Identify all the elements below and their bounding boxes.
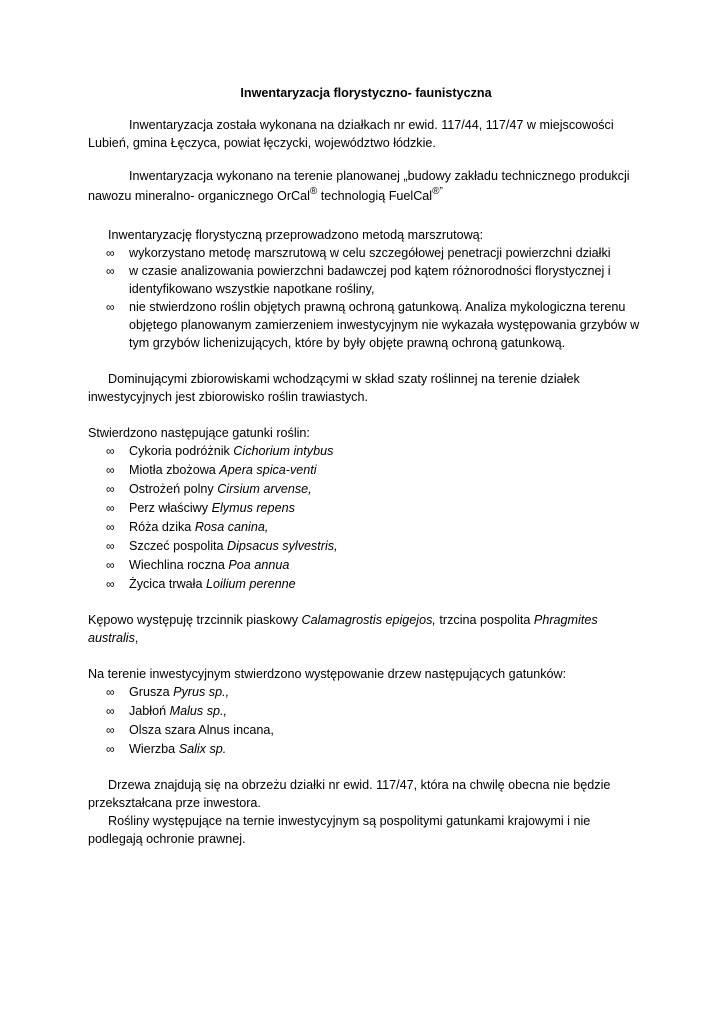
- infinity-bullet-icon: ∞: [106, 246, 115, 260]
- trees-heading: Na terenie inwestycyjnym stwierdzono występowanie drzew następujących gatunków:: [88, 667, 567, 681]
- infinity-bullet-icon: ∞: [106, 577, 115, 591]
- list-item: [88, 480, 644, 498]
- list-item: [88, 262, 644, 298]
- list-item: [88, 244, 644, 262]
- plant-latin-name: Elymus repens: [211, 501, 295, 515]
- plant-common-name: Życica trwała: [129, 577, 206, 591]
- plant-latin-name: Loilium perenne: [205, 577, 296, 591]
- reed-latin-d: Phragmites australis: [88, 613, 598, 645]
- list-item: [88, 518, 644, 536]
- plant-common-name: Róża dzika: [129, 520, 195, 534]
- plant-common-name: Ostrożeń polny: [129, 482, 218, 496]
- reed-text-e: ,: [134, 631, 139, 645]
- plant-common-name: Perz właściwy: [129, 501, 212, 515]
- reed-latin-a: Calamagrostis epigejos,: [301, 613, 436, 627]
- tree-latin-name: Malus sp.,: [169, 704, 228, 718]
- infinity-bullet-icon: ∞: [106, 264, 115, 278]
- infinity-bullet-icon: ∞: [106, 444, 115, 458]
- list-item: [88, 537, 644, 555]
- reed-paragraph: [88, 611, 644, 647]
- document-page: [88, 84, 644, 848]
- protection-paragraph: Rośliny występujące na ternie inwestycyjnym są pospolitymi gatunkami krajowymi i nie podlegają ochronie prawnej.: [88, 814, 591, 846]
- reed-text-c: trzcina pospolita: [435, 613, 534, 627]
- list-item: [88, 721, 644, 739]
- infinity-bullet-icon: ∞: [106, 482, 115, 496]
- plant-latin-name: Rosa canina,: [194, 520, 269, 534]
- list-item: [88, 683, 644, 701]
- investment-text-a: Inwentaryzacja wykonano na terenie planowanej „budowy zakładu technicznego produkcji nawozu mineralno- organicznego OrCal: [88, 169, 630, 203]
- trees-location-paragraph: Drzewa znajdują się na obrzeżu działki nr ewid. 117/47, która na chwilę obecna nie będzie przekształcana prze inwestora.: [88, 778, 611, 810]
- document-title: Inwentaryzacja florystyczno- faunistyczna: [240, 86, 492, 100]
- infinity-bullet-icon: ∞: [106, 723, 115, 737]
- plants-heading: Stwierdzono następujące gatunki roślin:: [88, 426, 310, 440]
- plant-latin-name: Cichorium intybus: [233, 444, 334, 458]
- list-item: [88, 702, 644, 720]
- tree-common-name: Wierzba: [129, 742, 179, 756]
- method-intro: Inwentaryzację florystyczną przeprowadzono metodą marszrutową:: [108, 228, 484, 242]
- list-item: [88, 575, 644, 593]
- plant-latin-name: Cirsium arvense,: [217, 482, 312, 496]
- tree-common-name: Grusza: [129, 685, 174, 699]
- reed-text-a: Kępowo występuję trzcinnik piaskowy: [88, 613, 302, 627]
- infinity-bullet-icon: ∞: [106, 685, 115, 699]
- vegetation-paragraph: Dominującymi zbiorowiskami wchodzącymi w skład szaty roślinnej na terenie działek inwestycyjnych jest zbiorowisko roślin trawiastych.: [88, 372, 580, 404]
- plant-latin-name: Dipsacus sylvestris,: [227, 539, 338, 553]
- list-item: [88, 298, 644, 352]
- list-item: [88, 442, 644, 460]
- trees-list: [88, 683, 644, 758]
- plant-common-name: Wiechlina roczna: [129, 558, 229, 572]
- plant-common-name: Miotła zbożowa: [129, 463, 220, 477]
- list-item-text: w czasie analizowania powierzchni badawczej pod kątem różnorodności florystycznej i identyfikowano wszystkie napotkane rośliny,: [129, 264, 611, 296]
- plants-list: [88, 442, 644, 593]
- plant-common-name: Cykoria podróżnik: [129, 444, 234, 458]
- investment-paragraph: [88, 166, 644, 206]
- plant-common-name: Szczeć pospolita: [129, 539, 228, 553]
- list-item-text: nie stwierdzono roślin objętych prawną ochroną gatunkową. Analiza mykologiczna terenu objętego planowanym zamierzeniem inwestycyjnym nie wykazała występowania grzybów w tym grzybów lichenizujących, które by były objęte prawną ochroną gatunkową.: [129, 300, 640, 350]
- infinity-bullet-icon: ∞: [106, 520, 115, 534]
- registered-mark-fuelcal: ®: [432, 186, 440, 197]
- tree-common-name: Jabłoń: [129, 704, 170, 718]
- list-item: [88, 461, 644, 479]
- infinity-bullet-icon: ∞: [106, 463, 115, 477]
- plant-latin-name: Apera spica-venti: [219, 463, 317, 477]
- list-item: [88, 556, 644, 574]
- infinity-bullet-icon: ∞: [106, 300, 115, 314]
- registered-mark-orcal: ®: [309, 186, 318, 197]
- list-item-text: wykorzystano metodę marszrutową w celu szczegółowej penetracji powierzchni działki: [129, 246, 611, 260]
- closing-quote: ”: [439, 186, 443, 197]
- method-list: [88, 244, 644, 352]
- location-paragraph: Inwentaryzacja została wykonana na działkach nr ewid. 117/44, 117/47 w miejscowości Lubień, gmina Łęczyca, powiat łęczycki, województwo łódzkie.: [88, 118, 614, 150]
- plant-latin-name: Poa annua: [228, 558, 290, 572]
- infinity-bullet-icon: ∞: [106, 539, 115, 553]
- investment-text-b: technologią FuelCal: [317, 189, 433, 203]
- tree-latin-name: Salix sp.: [178, 742, 227, 756]
- infinity-bullet-icon: ∞: [106, 558, 115, 572]
- infinity-bullet-icon: ∞: [106, 501, 115, 515]
- list-item: [88, 740, 644, 758]
- tree-latin-name: Pyrus sp.,: [173, 685, 230, 699]
- infinity-bullet-icon: ∞: [106, 742, 115, 756]
- list-item: [88, 499, 644, 517]
- infinity-bullet-icon: ∞: [106, 704, 115, 718]
- tree-common-name: Olsza szara Alnus incana,: [129, 723, 274, 737]
